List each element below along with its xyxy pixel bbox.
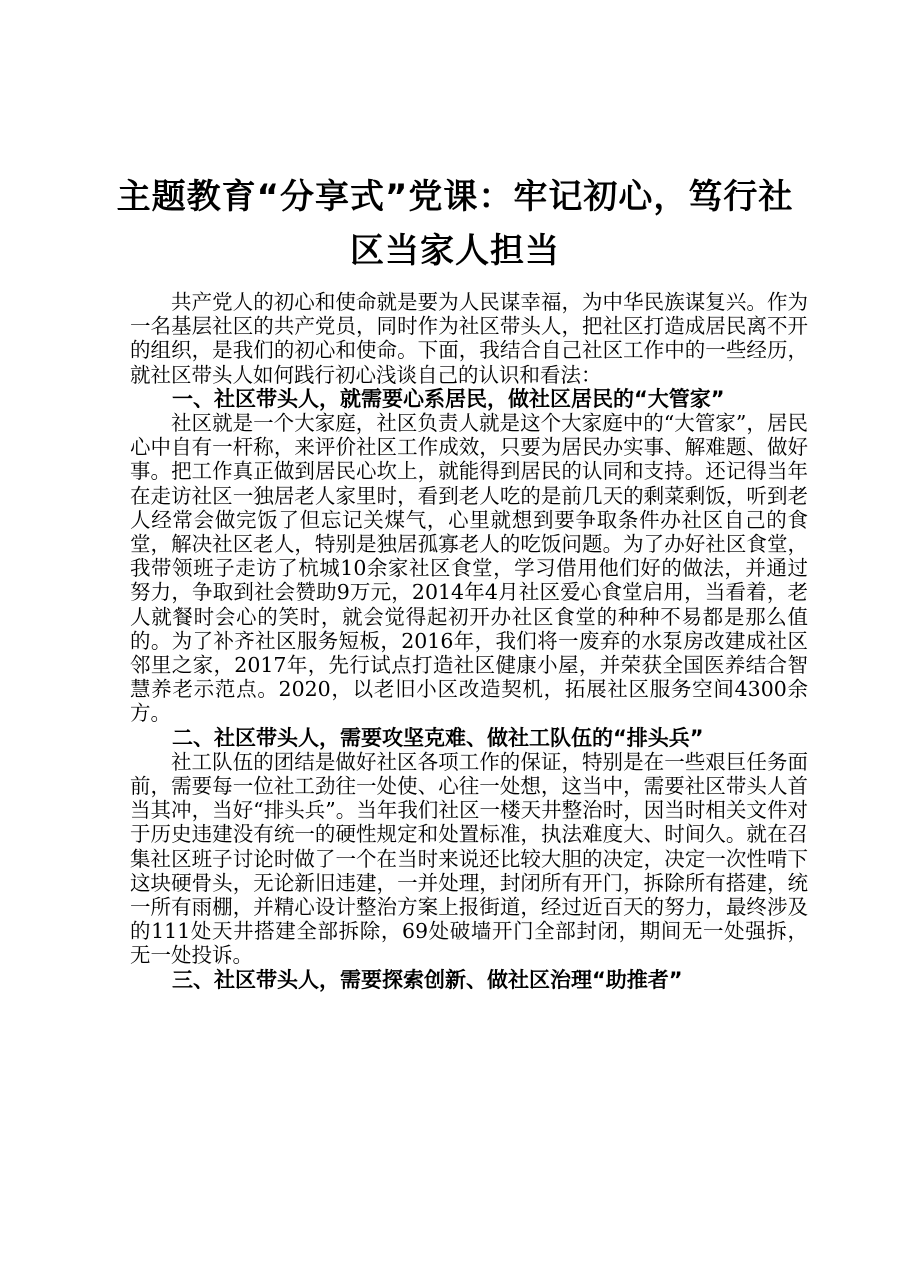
section-heading-2: 二、社区带头人，需要攻坚克难、做社工队伍的“排头兵” xyxy=(172,725,704,750)
section-heading-1: 一、社区带头人，就需要心系居民，做社区居民的“大管家” xyxy=(172,386,725,411)
section-heading-3: 三、社区带头人，需要探索创新、做社区治理“助推者” xyxy=(172,967,683,992)
section-1-paragraph: 社区就是一个大家庭，社区负责人就是这个大家庭中的“大管家”，居民心中自有一杆称，来评价社区工作成效，只要为居民办实事、解难题、做好事。把工作真正做到居民心坎上，就能得到居民的认同和支持。还记得当年在走访社区一独居老人家里时，看到老人吃的是前几天的剩菜剩饭，听到老人经常会做完饭了但忘记关煤气，心里就想到要争取条件办社区自己的食堂，解决社区老人，特别是独居孤寡老人的吃饭问题。为了办好社区食堂，我带领班子走访了杭城10余家社区食堂，学习借用他们好的做法，并通过努力，争取到社会赞助9万元，2014年4月社区爱心食堂启用，当看着，老人就餐时会心的笑时，就会觉得起初开办社区食堂的种种不易都是那么值的。为了补齐社区服务短板，2016年，我们将一废弃的水泵房改建成社区邻里之家，2017年，先行试点打造社区健康小屋，并荣获全国医养结合智慧养老示范点。2020，以老旧小区改造契机，拓展社区服务空间4300余方。 xyxy=(130,411,808,726)
document-body xyxy=(130,290,808,992)
section-2-paragraph: 社工队伍的团结是做好社区各项工作的保证，特别是在一些艰巨任务面前，需要每一位社工劲往一处使、心往一处想，这当中，需要社区带头人首当其冲，当好“排头兵”。当年我们社区一楼天井整治时，因当时相关文件对于历史违建没有统一的硬性规定和处置标准，执法难度大、时间久。就在召集社区班子讨论时做了一个在当时来说还比较大胆的决定，决定一次性啃下这块硬骨头，无论新旧违建，一并处理，封闭所有开门，拆除所有搭建，统一所有雨棚，并精心设计整治方案上报街道，经过近百天的努力，最终涉及的111处天井搭建全部拆除，69处破墙开门全部封闭，期间无一处强拆，无一处投诉。 xyxy=(130,749,808,968)
document-title: 主题教育“分享式”党课：牢记初心，笃行社区当家人担当 xyxy=(116,177,794,271)
intro-paragraph: 共产党人的初心和使命就是要为人民谋幸福，为中华民族谋复兴。作为一名基层社区的共产党员，同时作为社区带头人，把社区打造成居民离不开的组织，是我们的初心和使命。下面，我结合自己社区工作中的一些经历，就社区带头人如何践行初心浅谈自己的认识和看法： xyxy=(130,290,808,387)
